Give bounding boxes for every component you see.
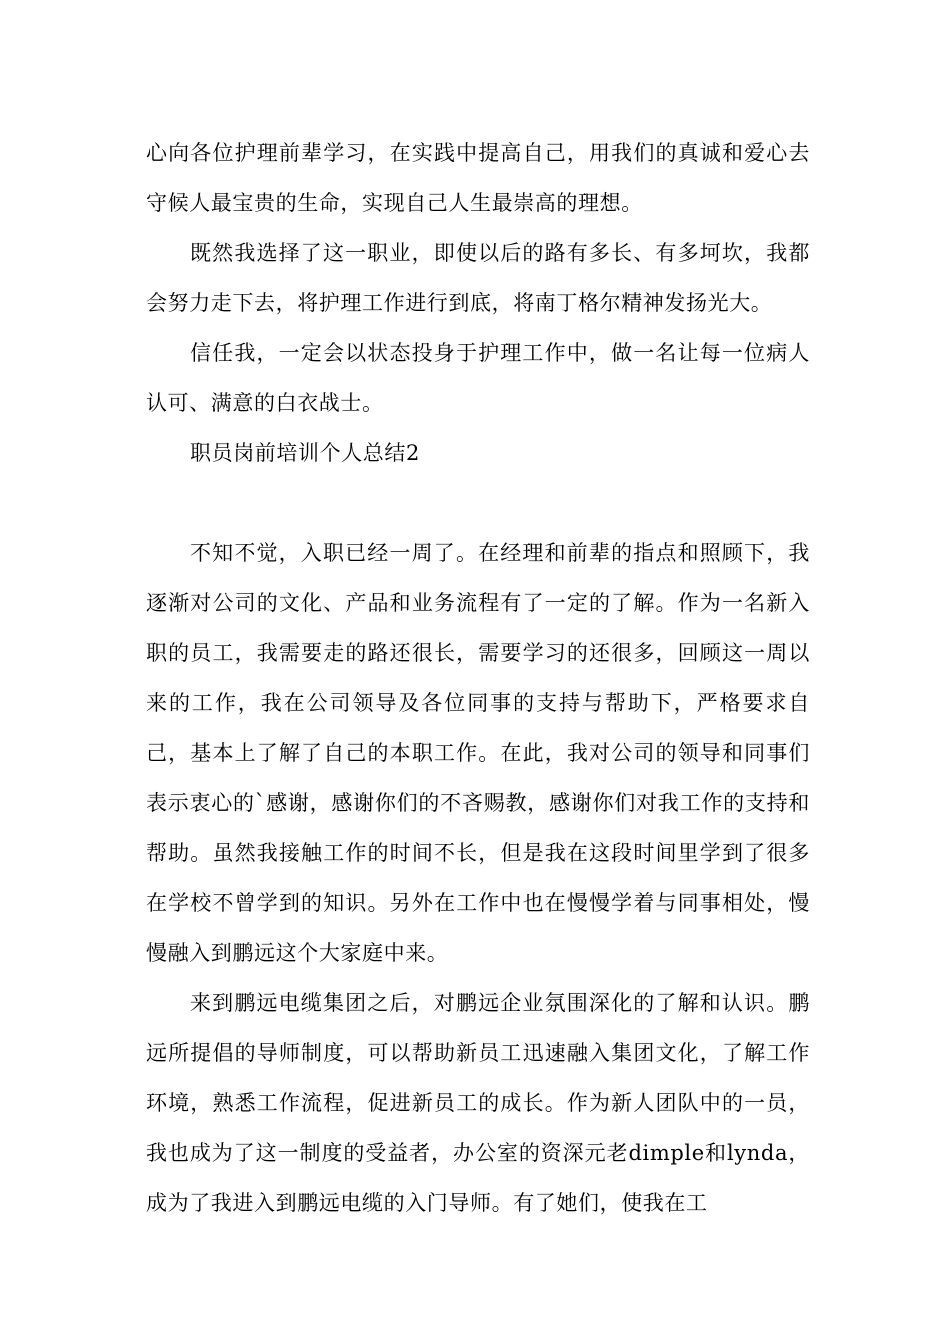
paragraph-1: 心向各位护理前辈学习，在实践中提高自己，用我们的真诚和爱心去守候人最宝贵的生命，实现自己人生最崇高的理想。	[146, 141, 810, 215]
paragraph-4: 不知不觉，入职已经一周了。在经理和前辈的指点和照顾下，我逐渐对公司的文化、产品和业务流程有了一定的了解。作为一名新入职的员工，我需要走的路还很长，需要学习的还很多，回顾这一周以来的工作，我在公司领导及各位同事的支持与帮助下，严格要求自己，基本上了解了自己的本职工作。在此，我对公司的领导和同事们表示衷心的`感谢，感谢你们的不吝赐教，感谢你们对我工作的支持和帮助。虽然我接触工作的时间不长，但是我在这段时间里学到了很多在学校不曾学到的知识。另外在工作中也在慢慢学着与同事相处，慢慢融入到鹏远这个大家庭中来。	[146, 541, 810, 965]
paragraph-5: 来到鹏远电缆集团之后，对鹏远企业氛围深化的了解和认识。鹏远所提倡的导师制度，可以帮助新员工迅速融入集团文化，了解工作环境，熟悉工作流程，促进新员工的成长。作为新人团队中的一员，我也成为了这一制度的受益者，办公室的资深元老dimple和lynda，成为了我进入到鹏远电缆的入门导师。有了她们，使我在工	[146, 991, 810, 1215]
paragraph-3: 信任我，一定会以状态投身于护理工作中，做一名让每一位病人认可、满意的白衣战士。	[146, 341, 810, 415]
paragraph-2: 既然我选择了这一职业，即使以后的路有多长、有多坷坎，我都会努力走下去，将护理工作进行到底，将南丁格尔精神发扬光大。	[146, 241, 810, 315]
section-heading: 职员岗前培训个人总结2	[190, 441, 420, 465]
blank-line	[146, 478, 810, 528]
document-body	[146, 128, 810, 1228]
